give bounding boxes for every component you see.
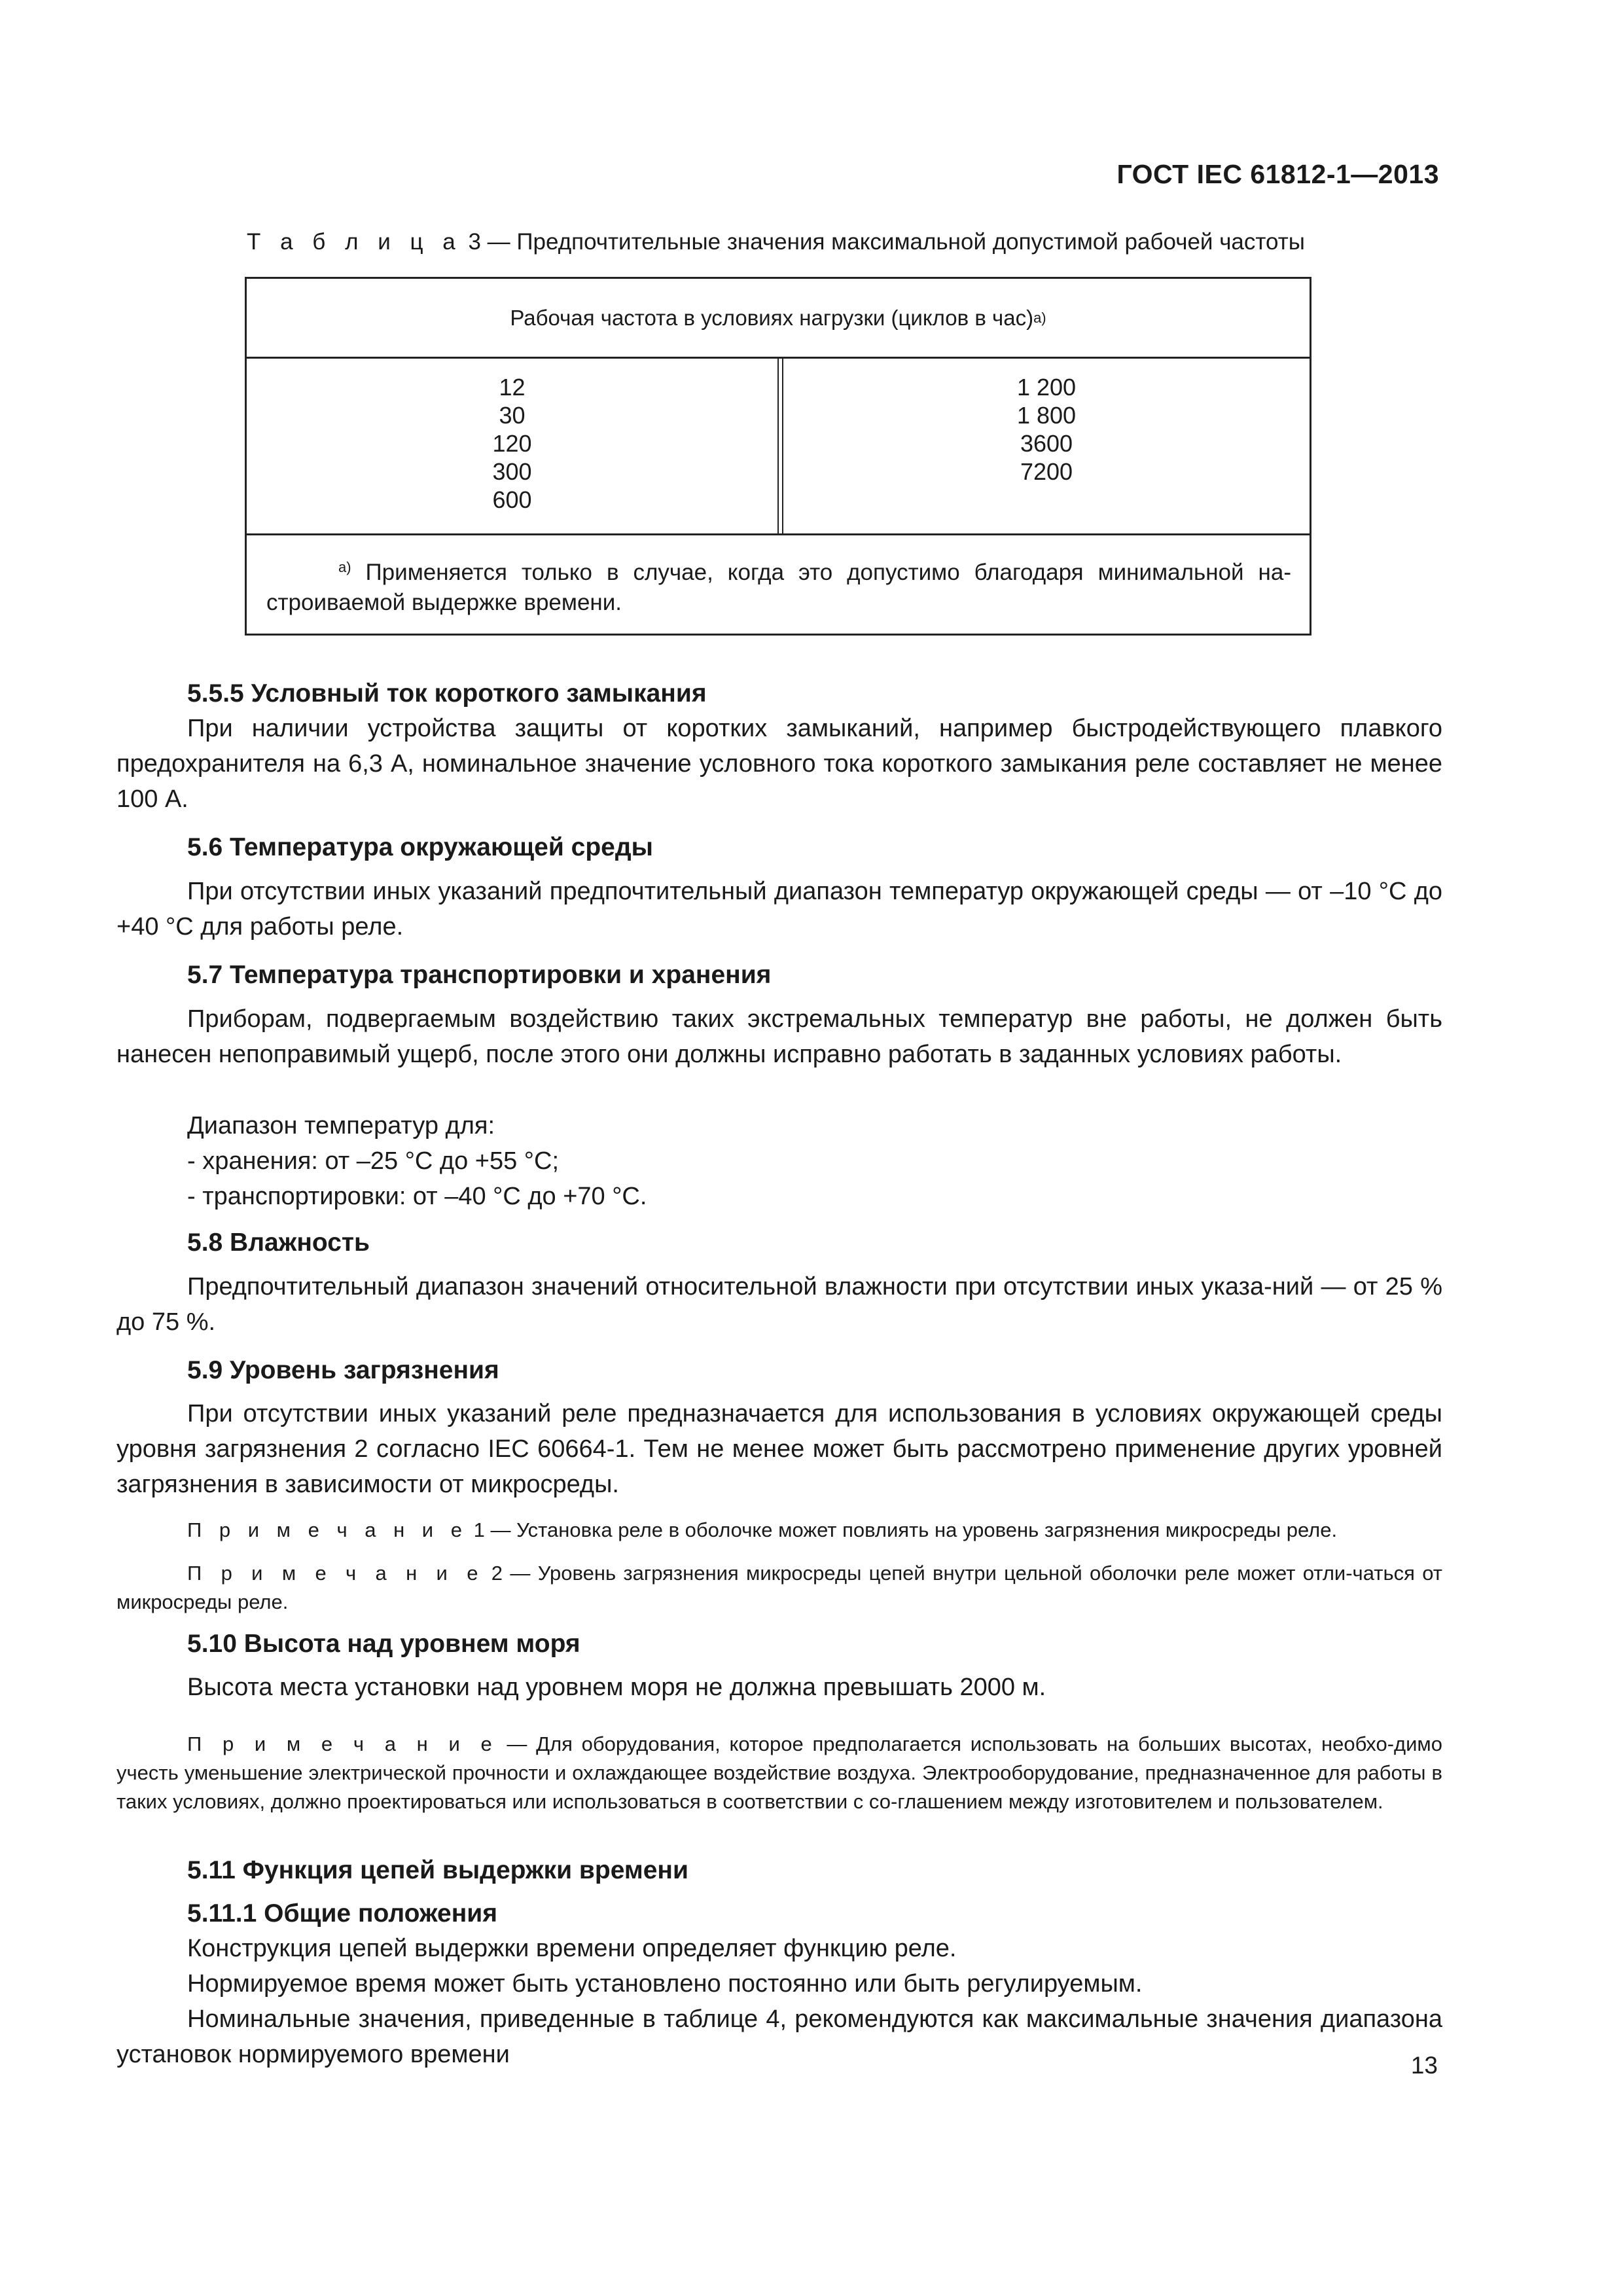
table-caption-text: 3 — Предпочтительные значения максимальной допустимой рабочей частоты [461, 229, 1305, 255]
section-text-5-9: При отсутствии иных указаний реле предназначается для использования в условиях окружающей среды уровня загрязнения 2 согласно IEC 60664-1. Тем не менее может быть рассмотрено применение других уровней загрязнения в зависимости от микросреды. [116, 1400, 1442, 1498]
table-header-text: Рабочая частота в условиях нагрузки (циклов в час) [510, 305, 1034, 330]
section-heading-5-11: 5.11 Функция цепей выдержки времени [187, 1856, 688, 1884]
section-heading-5-7: 5.7 Температура транспортировки и хранения [187, 961, 772, 989]
footnote-text: Применяется только в случае, когда это допустимо благодаря минимальной на-строиваемой выдержке времени. [266, 560, 1291, 615]
note-label: П р и м е ч а н и е [187, 1518, 468, 1541]
footnote-mark: а) [338, 559, 351, 575]
note-text: 1 — Установка реле в оболочке может повлиять на уровень загрязнения микросреды реле. [467, 1518, 1338, 1541]
note-label: П р и м е ч а н и е [187, 1732, 498, 1755]
section-text-5-6: При отсутствии иных указаний предпочтительный диапазон температур окружающей среды — от –10 °С до +40 °С для работы реле. [116, 878, 1442, 941]
table-cell: 7200 [1020, 458, 1073, 485]
section-heading-5-6: 5.6 Температура окружающей среды [187, 833, 653, 861]
note-text: — Для оборудования, которое предполагается использовать на больших высотах, необхо-димо учесть уменьшение электрической прочности и охлаждающее воздействие воздуха. Электрооборудование, предназначенное для работы в таких условиях, должно проектироваться или использоваться в соответствии с со-глашением между изготовителем и пользователем. [116, 1732, 1442, 1813]
section-heading-5-11-1: 5.11.1 Общие положения [187, 1899, 498, 1928]
section-text-5-11-1-line1: Конструкция цепей выдержки времени определяет функцию реле. [187, 1935, 957, 1962]
section-text-5-10: Высота места установки над уровнем моря не должна превышать 2000 м. [187, 1674, 1046, 1701]
table-cell: 1 200 [1016, 374, 1077, 401]
section-text-5-7: Приборам, подвергаемым воздействию таких экстремальных температур вне работы, не должен быть нанесен непоправимый ущерб, после этого они должны исправно работать в заданных условиях работы. [116, 1005, 1442, 1068]
section-text-5-11-1-line3: Номинальные значения, приведенные в таблице 4, рекомендуются как максимальные значения диапазона установок нормируемого времени [116, 2005, 1442, 2068]
table-3 [245, 277, 1311, 636]
table-column-1 [247, 373, 777, 514]
document-id: ГОСТ IEC 61812-1—2013 [1116, 159, 1439, 189]
table-caption-label: Т а б л и ц а [247, 229, 462, 255]
section-text-5-11-1-line2: Нормируемое время может быть установлено постоянно или быть регулируемым. [187, 1970, 1143, 1998]
table-cell: 12 [499, 374, 526, 401]
section-text-5-5-5: При наличии устройства защиты от коротких замыканий, например быстродействующего плавкого предохранителя на 6,3 А, номинальное значение условного тока короткого замыкания реле составляет не менее 100 А. [116, 715, 1442, 813]
table-cell: 1 800 [1016, 402, 1077, 429]
table-column-2 [783, 373, 1310, 486]
transport-range: - транспортировки: от –40 °С до +70 °С. [187, 1183, 647, 1210]
column-divider [777, 359, 783, 533]
storage-range: - хранения: от –25 °С до +55 °С; [187, 1147, 559, 1175]
page-number: 13 [1410, 2052, 1438, 2079]
note-label: П р и м е ч а н и е [187, 1562, 484, 1585]
table-body [247, 359, 1310, 535]
table-cell: 30 [499, 402, 526, 429]
note-1 [116, 1516, 1442, 1545]
table-cell: 600 [492, 486, 532, 513]
table-cell: 120 [492, 430, 532, 457]
section-heading-5-5-5: 5.5.5 Условный ток короткого замыкания [187, 679, 707, 708]
note-text: 2 — Уровень загрязнения микросреды цепей внутри цельной оболочки реле может отли-чаться от микросреды реле. [116, 1562, 1442, 1613]
table-caption [247, 229, 1305, 255]
table-header [247, 279, 1310, 359]
note-2 [116, 1559, 1442, 1617]
temperature-range-intro: Диапазон температур для: [187, 1112, 495, 1139]
section-heading-5-10: 5.10 Высота над уровнем моря [187, 1630, 580, 1658]
section-heading-5-9: 5.9 Уровень загрязнения [187, 1356, 499, 1384]
note-altitude [116, 1730, 1442, 1816]
section-text-5-8: Предпочтительный диапазон значений относительной влажности при отсутствии иных указа-ний — от 25 % до 75 %. [116, 1273, 1442, 1336]
section-heading-5-8: 5.8 Влажность [187, 1229, 370, 1257]
table-header-footnote-mark: а) [1033, 309, 1046, 326]
table-footnote [266, 552, 1291, 618]
table-cell: 300 [492, 458, 532, 485]
table-cell: 3600 [1020, 430, 1073, 457]
